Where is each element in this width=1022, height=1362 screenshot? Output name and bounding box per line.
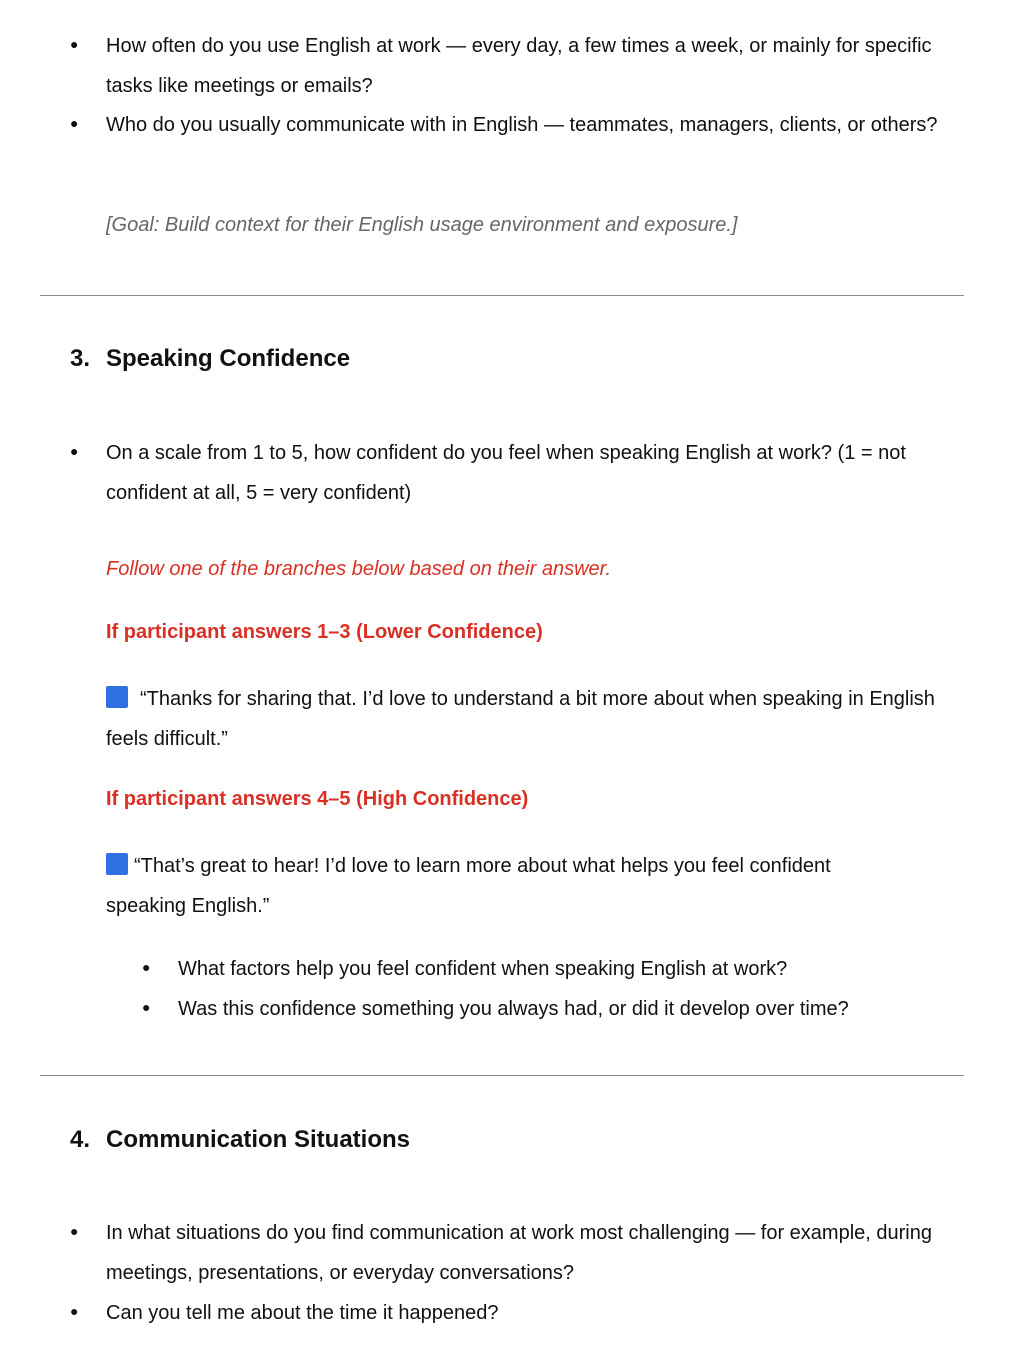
goal-note: [Goal: Build context for their English usage environment and exposure.] — [106, 214, 738, 236]
bullet-icon: ● — [142, 959, 151, 975]
blue-square-icon — [106, 853, 128, 875]
bullet-icon: ● — [70, 1223, 79, 1239]
list-item: In what situations do you find communication at work most challenging — for example, during meetings, presentations, or everyday conversations? — [106, 1222, 932, 1284]
list-item: Can you tell me about the time it happened? — [106, 1302, 499, 1324]
branch-high-quote: “That’s great to hear! I’d love to learn more about what helps you feel confident speaking English.” — [106, 855, 831, 917]
blue-square-icon — [106, 686, 128, 708]
section-number: 4. — [70, 1126, 91, 1153]
branch-low-quote-block — [106, 679, 946, 759]
branch-low-quote: “Thanks for sharing that. I’d love to understand a bit more about when speaking in English feels difficult.” — [106, 688, 935, 750]
bullet-icon: ● — [70, 115, 79, 131]
list-item: How often do you use English at work — every day, a few times a week, or mainly for specific tasks like meetings or emails? — [106, 35, 932, 97]
branch-low-heading: If participant answers 1–3 (Lower Confidence) — [106, 621, 543, 643]
bullet-icon: ● — [142, 999, 151, 1015]
divider — [40, 295, 964, 296]
section-heading — [70, 1126, 410, 1154]
divider — [40, 1075, 964, 1076]
branch-instruction: Follow one of the branches below based on their answer. — [106, 558, 612, 580]
section-number: 3. — [70, 345, 91, 372]
section-title: Communication Situations — [106, 1126, 411, 1153]
section-title: Speaking Confidence — [106, 345, 351, 372]
bullet-icon: ● — [70, 36, 79, 52]
branch-high-quote-block — [106, 846, 906, 926]
list-item: Who do you usually communicate with in English — teammates, managers, clients, or others? — [106, 114, 938, 136]
section-heading — [70, 345, 350, 373]
list-item: What factors help you feel confident when speaking English at work? — [178, 958, 788, 980]
bullet-icon: ● — [70, 443, 79, 459]
bullet-icon: ● — [70, 1303, 79, 1319]
list-item: Was this confidence something you always had, or did it develop over time? — [178, 998, 849, 1020]
branch-high-heading: If participant answers 4–5 (High Confidence) — [106, 788, 529, 810]
list-item: On a scale from 1 to 5, how confident do you feel when speaking English at work? (1 = not confident at all, 5 = very confident) — [106, 442, 906, 504]
